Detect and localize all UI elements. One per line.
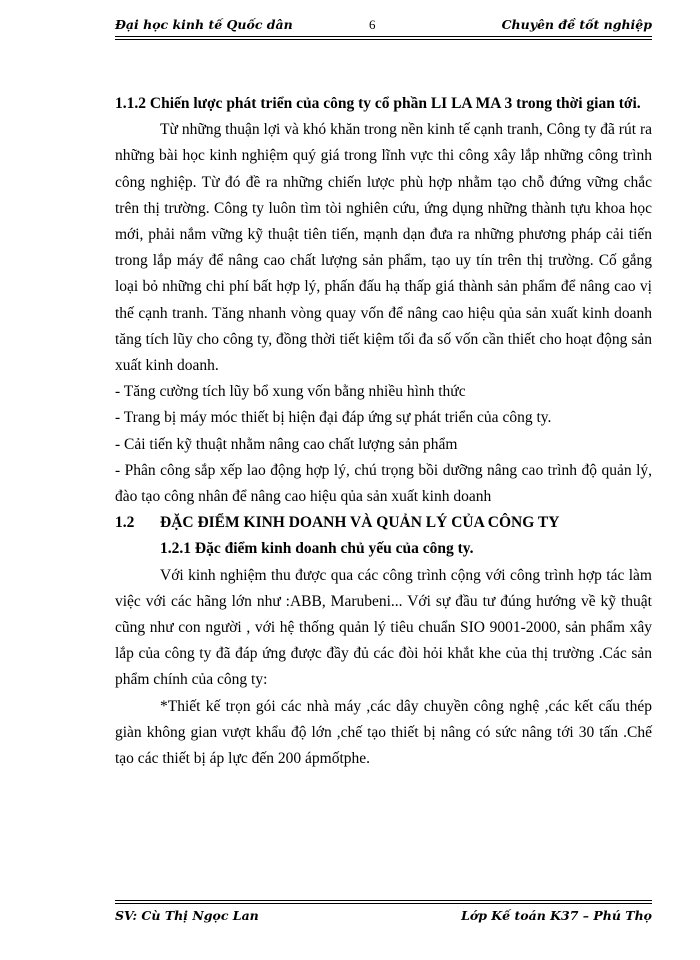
footer-rule — [115, 903, 652, 904]
page-footer — [115, 905, 652, 927]
bullet-item: - Tăng cường tích lũy bổ xung vốn bằng nhiều hình thức — [115, 383, 466, 401]
paragraph-experience: Với kinh nghiệm thu được qua các công trình cộng với công trình hợp tác làm việc với các hãng lớn như :ABB, Marubeni... Với sự đầu tư đúng hướng về kỹ thuật cũng như con người , với hệ thống quản lý tiêu chuẩn SIO 9001-2000, sản phẩm xây lắp của công ty đã đáp ứng được đầy đủ các đòi hỏi khắt khe của thị trường .Các sản phẩm chính của công ty: — [115, 566, 652, 689]
header-rule — [115, 36, 652, 37]
paragraph-products: *Thiết kế trọn gói các nhà máy ,các dây chuyền công nghệ ,các kết cấu thép giàn không gian vượt khẩu độ lớn ,chế tạo thiết bị nâng có sức nâng tới 30 tấn .Chế tạo các thiết bị áp lực đến 200 ápmốtphe. — [115, 697, 652, 768]
section-1-2-1-heading: 1.2.1 Đặc điểm kinh doanh chủ yếu của công ty. — [160, 540, 474, 558]
footer-class: Lớp Kế toán K37 – Phú Thọ — [461, 908, 652, 923]
section-1-1-2-heading: 1.1.2 Chiến lược phát triển của công ty cổ phần LI LA MA 3 trong thời gian tới. — [115, 95, 641, 112]
section-1-2-number: 1.2 — [115, 514, 135, 532]
bullet-item: - Phân công sắp xếp lao động hợp lý, chú trọng bồi dưỡng nâng cao trình độ quản lý, đào tạo công nhân để nâng cao hiệu qủa sản xuất kinh doanh — [115, 461, 652, 506]
paragraph-strategy: Từ những thuận lợi và khó khăn trong nền kinh tế cạnh tranh, Công ty đã rút ra những bài học kinh nghiệm quý giá trong lĩnh vực thi công xây lắp những công trình công nghiệp. Từ đó đề ra những chiến lược phù hợp nhằm tạo chỗ đứng vững chắc trên thị trường. Công ty luôn tìm tòi nghiên cứu, ứng dụng những thành tựu khoa học mới, phải nắm vững kỹ thuật tiên tiến, mạnh dạn đưa ra những phương pháp cải tiến trong lắp máy để nâng cao chất lượng sản phẩm, tạo uy tín trên thị trường. Cố gắng loại bỏ những chi phí bất hợp lý, phấn đấu hạ thấp giá thành sản phẩm để nâng cao vị thế cạnh tranh. Tăng nhanh vòng quay vốn để nâng cao hiệu qủa sản xuất kinh doanh tăng tích lũy cho công ty, đồng thời tiết kiệm tối đa số vốn cần thiết cho hoạt động sản xuất kinh doanh. — [115, 121, 652, 375]
page-body — [115, 91, 652, 772]
page-number: 6 — [369, 17, 376, 32]
page-header — [115, 14, 652, 36]
header-thesis-type: Chuyên đề tốt nghiệp — [501, 17, 652, 32]
footer-rule-thin — [115, 900, 652, 901]
section-1-2-heading — [115, 510, 652, 536]
section-1-2-title: ĐẶC ĐIỂM KINH DOANH VÀ QUẢN LÝ CỦA CÔNG TY — [160, 514, 560, 532]
header-university: Đại học kinh tế Quốc dân — [115, 17, 293, 32]
bullet-item: - Cải tiến kỹ thuật nhằm nâng cao chất lượng sản phẩm — [115, 435, 458, 453]
bullet-item: - Trang bị máy móc thiết bị hiện đại đáp ứng sự phát triển của công ty. — [115, 409, 552, 427]
header-rule-thin — [115, 39, 652, 40]
footer-student: SV: Cù Thị Ngọc Lan — [115, 908, 259, 923]
